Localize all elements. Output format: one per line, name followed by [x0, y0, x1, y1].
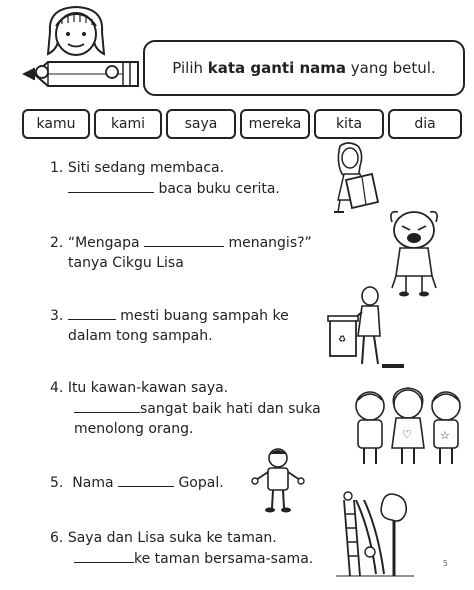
option-saya[interactable]: saya	[166, 109, 236, 139]
question-text: Gopal.	[178, 475, 224, 491]
instruction-prefix: Pilih	[172, 59, 208, 77]
question-6	[50, 528, 350, 569]
option-kamu[interactable]: kamu	[22, 109, 90, 139]
instruction-box	[143, 40, 465, 96]
question-text: Itu kawan-kawan saya.	[67, 380, 229, 396]
question-text: Siti sedang membaca.	[67, 160, 225, 176]
question-text: “Mengapa	[67, 235, 140, 251]
three-children-illustration	[350, 384, 468, 468]
question-text: dalam tong sampah.	[68, 328, 213, 344]
option-kita[interactable]: kita	[314, 109, 384, 139]
instruction-suffix: yang betul.	[346, 59, 436, 77]
option-dia[interactable]: dia	[388, 109, 462, 139]
page-number: 5	[442, 559, 448, 568]
question-text: menolong orang.	[74, 421, 194, 437]
instruction-bold: kata ganti nama	[207, 59, 347, 77]
question-number: 5.	[50, 475, 64, 491]
boy-throwing-rubbish-illustration	[326, 284, 406, 374]
question-1	[50, 158, 310, 199]
question-number: 6.	[50, 530, 64, 546]
answer-blank[interactable]	[144, 232, 224, 247]
question-number: 2.	[50, 235, 64, 251]
answer-blank[interactable]	[68, 305, 116, 320]
question-text: ke taman bersama-sama.	[134, 551, 314, 567]
question-3	[50, 305, 320, 346]
answer-blank[interactable]	[74, 548, 134, 563]
question-text: baca buku cerita.	[158, 181, 280, 197]
question-number: 1.	[50, 160, 64, 176]
question-text: sangat baik hati dan suka	[140, 401, 321, 417]
question-text: Nama	[72, 475, 114, 491]
answer-blank[interactable]	[68, 178, 154, 193]
answer-blank[interactable]	[118, 472, 174, 487]
children-playing-slide-illustration	[336, 490, 414, 580]
question-4	[50, 378, 350, 439]
svg-text:♻: ♻	[338, 335, 347, 345]
girl-with-pencil-illustration	[18, 2, 148, 102]
question-text: Saya dan Lisa suka ke taman.	[67, 530, 277, 546]
answer-blank[interactable]	[74, 398, 140, 413]
boy-gopal-illustration	[252, 446, 304, 514]
question-number: 3.	[50, 308, 64, 324]
question-text: mesti buang sampah ke	[120, 308, 289, 324]
option-mereka[interactable]: mereka	[240, 109, 310, 139]
word-options-row	[22, 109, 462, 141]
option-kami[interactable]: kami	[94, 109, 162, 139]
question-5	[50, 472, 270, 493]
girl-reading-book-illustration	[318, 140, 388, 216]
question-text: menangis?”	[228, 235, 312, 251]
svg-text:♡: ♡	[402, 428, 412, 441]
question-2	[50, 232, 370, 273]
question-number: 4.	[50, 380, 64, 396]
svg-text:☆: ☆	[440, 429, 450, 442]
question-text: tanya Cikgu Lisa	[68, 255, 184, 271]
